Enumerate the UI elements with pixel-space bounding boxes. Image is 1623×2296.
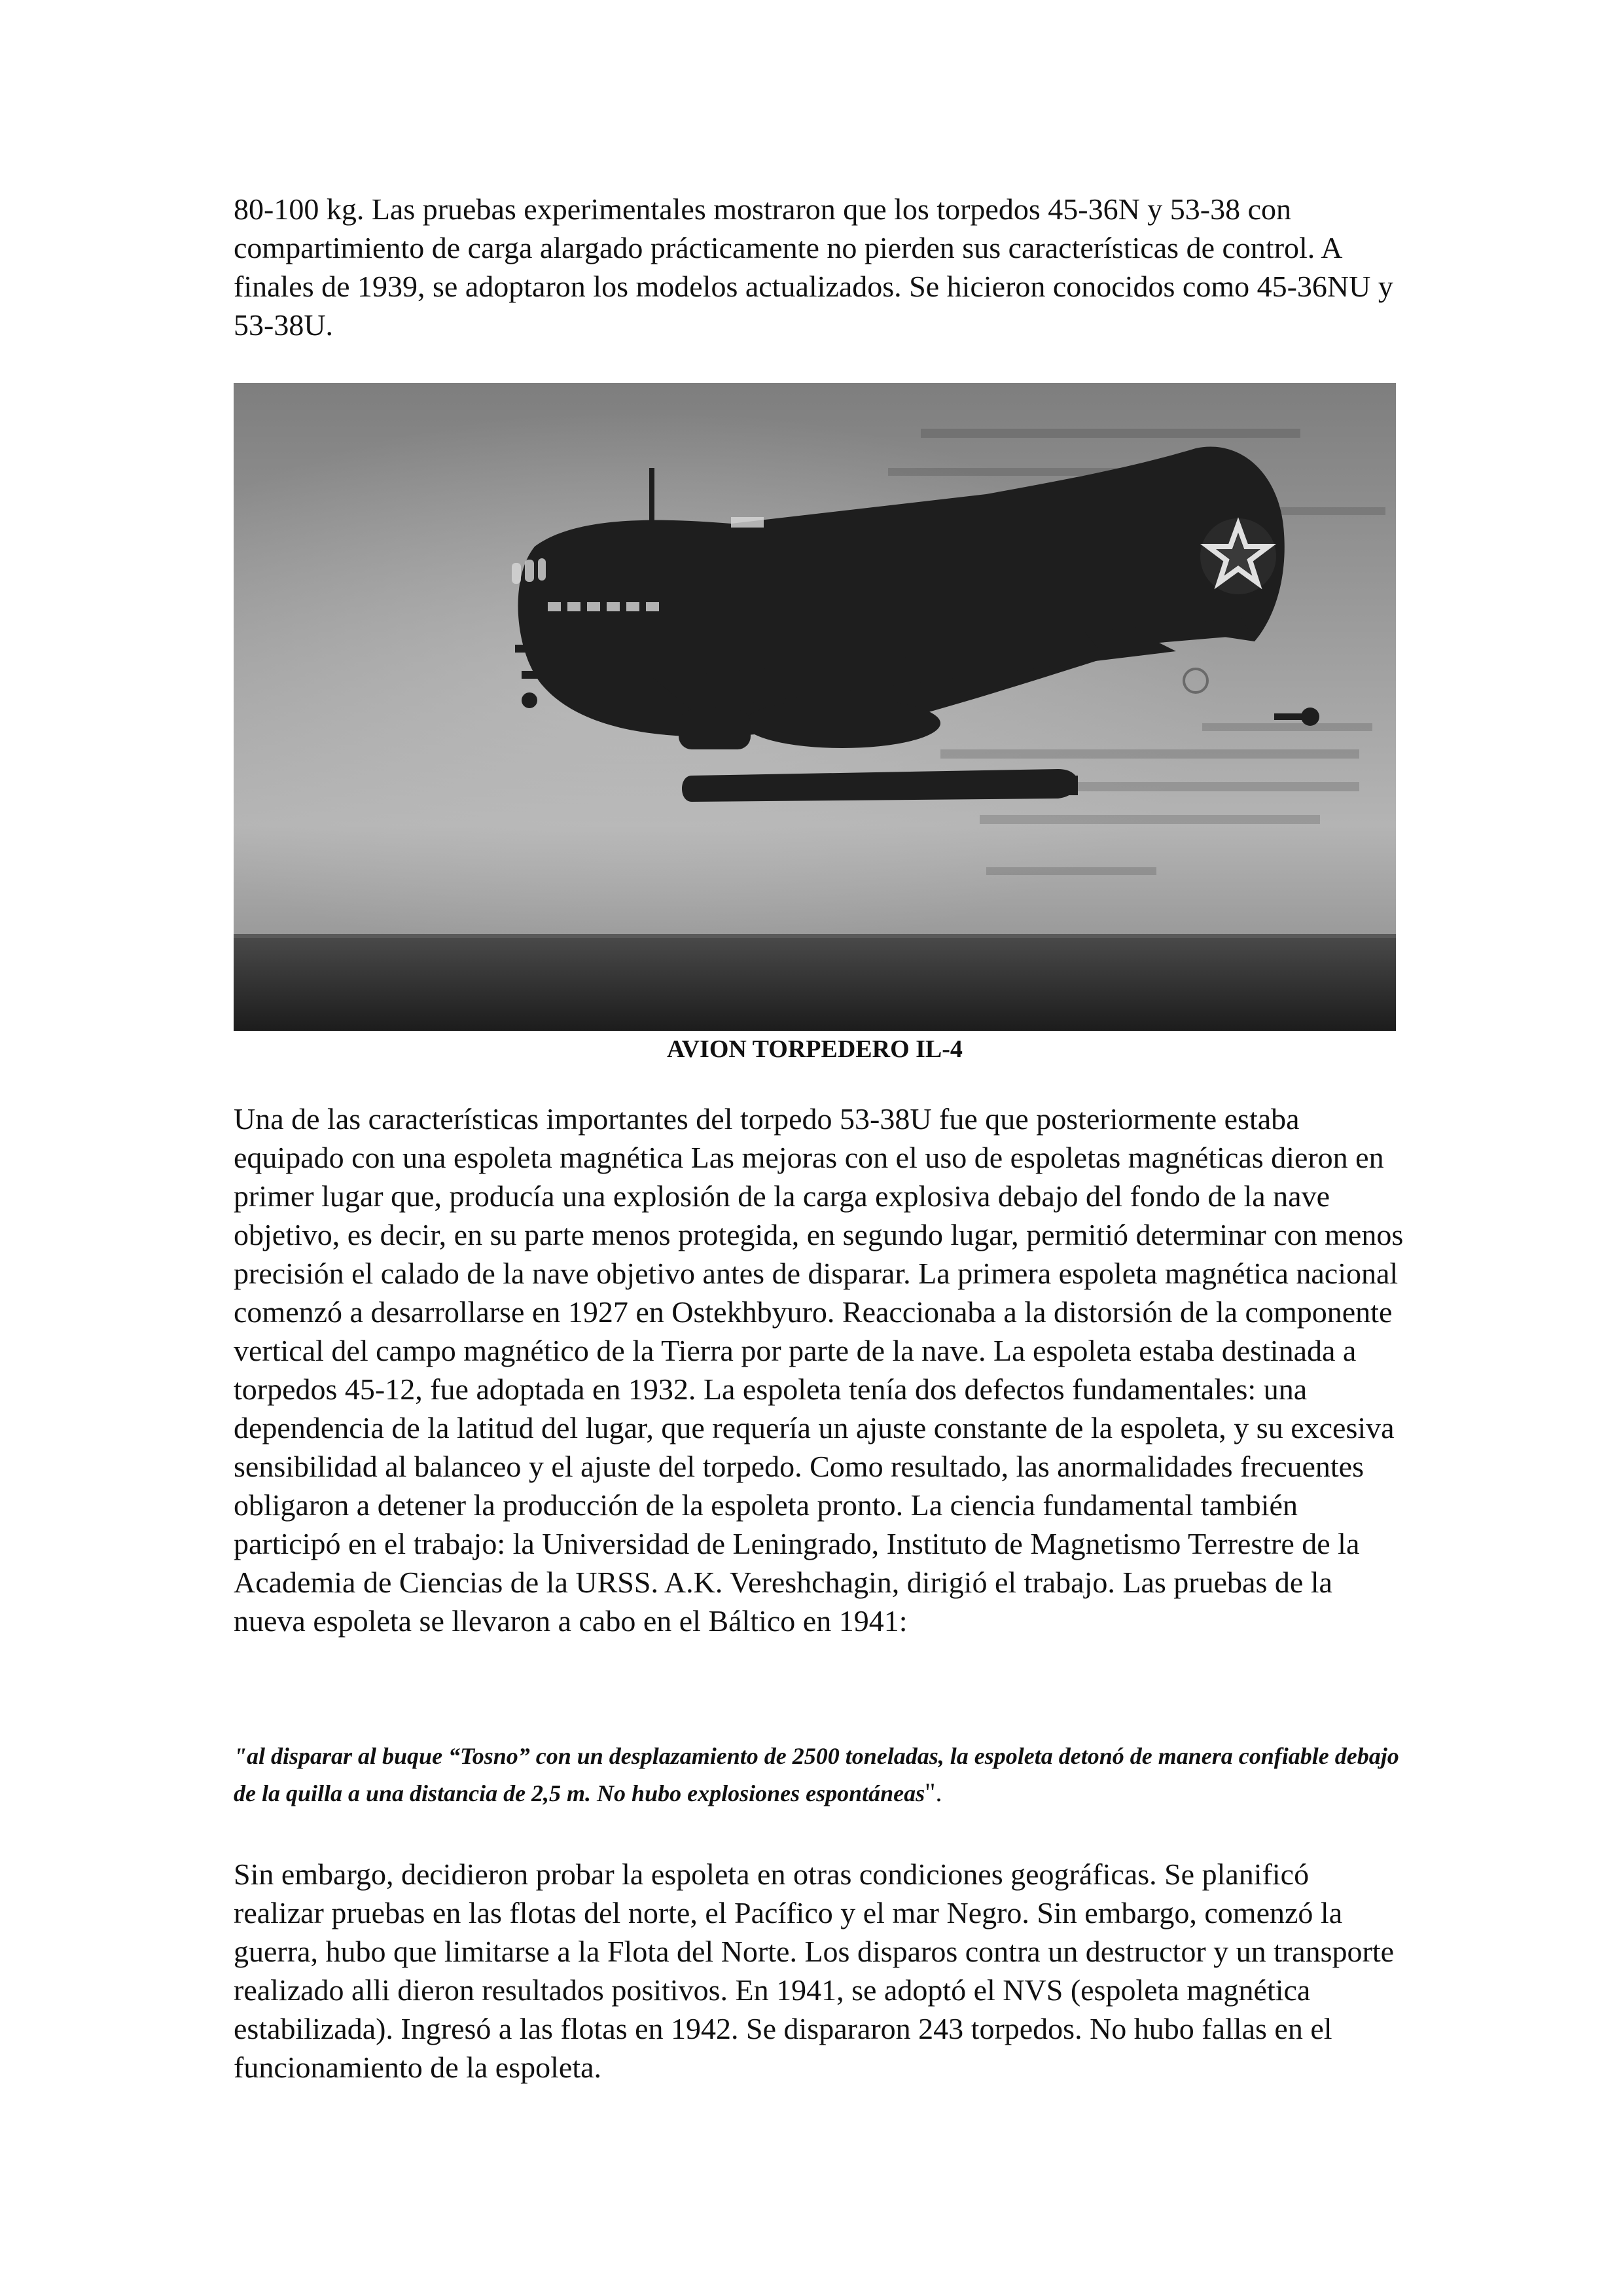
intro-paragraph: 80-100 kg. Las pruebas experimentales mostraron que los torpedos 45-36N y 53-38 con compartimiento de carga alargado prácticamente no pierden sus características de control. A finales de 1939, se adoptaron los modelos actualizados. Se hicieron conocidos como 45-36NU y 53-38U. xyxy=(234,192,1393,342)
figure-caption: AVION TORPEDERO IL-4 xyxy=(667,1035,963,1063)
quote-closing: ". xyxy=(925,1778,942,1807)
blockquote xyxy=(234,1738,1412,1812)
final-paragraph: Sin embargo, decidieron probar la espoleta en otras condiciones geográficas. Se planificó realizar pruebas en las flotas del norte, el Pacífico y el mar Negro. Sin embargo, comenzó la guerra, hubo que limitarse a la Flota del Norte. Los disparos contra un destructor y un transporte realizado alli dieron resultados positivos. En 1941, se adoptó el NVS (espoleta magnética estabilizada). Ingresó a las flotas en 1942. Se dispararon 243 torpedos. No hubo fallas en el funcionamiento de la espoleta. xyxy=(234,1857,1395,2084)
star-insignia xyxy=(1200,518,1276,594)
photo-sea xyxy=(234,936,1396,1031)
main-paragraph: Una de las características importantes del torpedo 53-38U fue que posteriormente estaba equipado con una espoleta magnética Las mejoras con el uso de espoletas magnéticas dieron en primer lugar que, producía una explosión de la carga explosiva debajo del fondo de la nave objetivo, es decir, en su parte menos protegida, en segundo lugar, permitió determinar con menos precisión el calado de la nave objetivo antes de disparar. La primera espoleta magnética nacional comenzó a desarrollarse en 1927 en Ostekhbyuro. Reaccionaba a la distorsión de la componente vertical del campo magnético de la Tierra por parte de la nave. La espoleta estaba destinada a torpedos 45-12, fue adoptada en 1932. La espoleta tenía dos defectos fundamentales: una dependencia de la latitud del lugar, que requería un ajuste constante de la espoleta, y su excesiva sensibilidad al balanceo y el ajuste del torpedo. Como resultado, las anormalidades frecuentes obligaron a detener la producción de la espoleta pronto. La ciencia fundamental también participó en el trabajo: la Universidad de Leningrado, Instituto de Magnetismo Terrestre de la Academia de Ciencias de la URSS. A.K. Vereshchagin, dirigió el trabajo. Las pruebas de la nueva espoleta se llevaron a cabo en el Báltico en 1941: xyxy=(234,1102,1404,1638)
aircraft-photo-illustration xyxy=(234,383,1396,1031)
quote-text: "al disparar al buque “Tosno” con un desplazamiento de 2500 toneladas, la espoleta detonó de manera confiable debajo de la quilla a una distancia de 2,5 m. No hubo explosiones espontáneas xyxy=(234,1743,1399,1806)
aircraft-photo xyxy=(234,383,1396,1031)
